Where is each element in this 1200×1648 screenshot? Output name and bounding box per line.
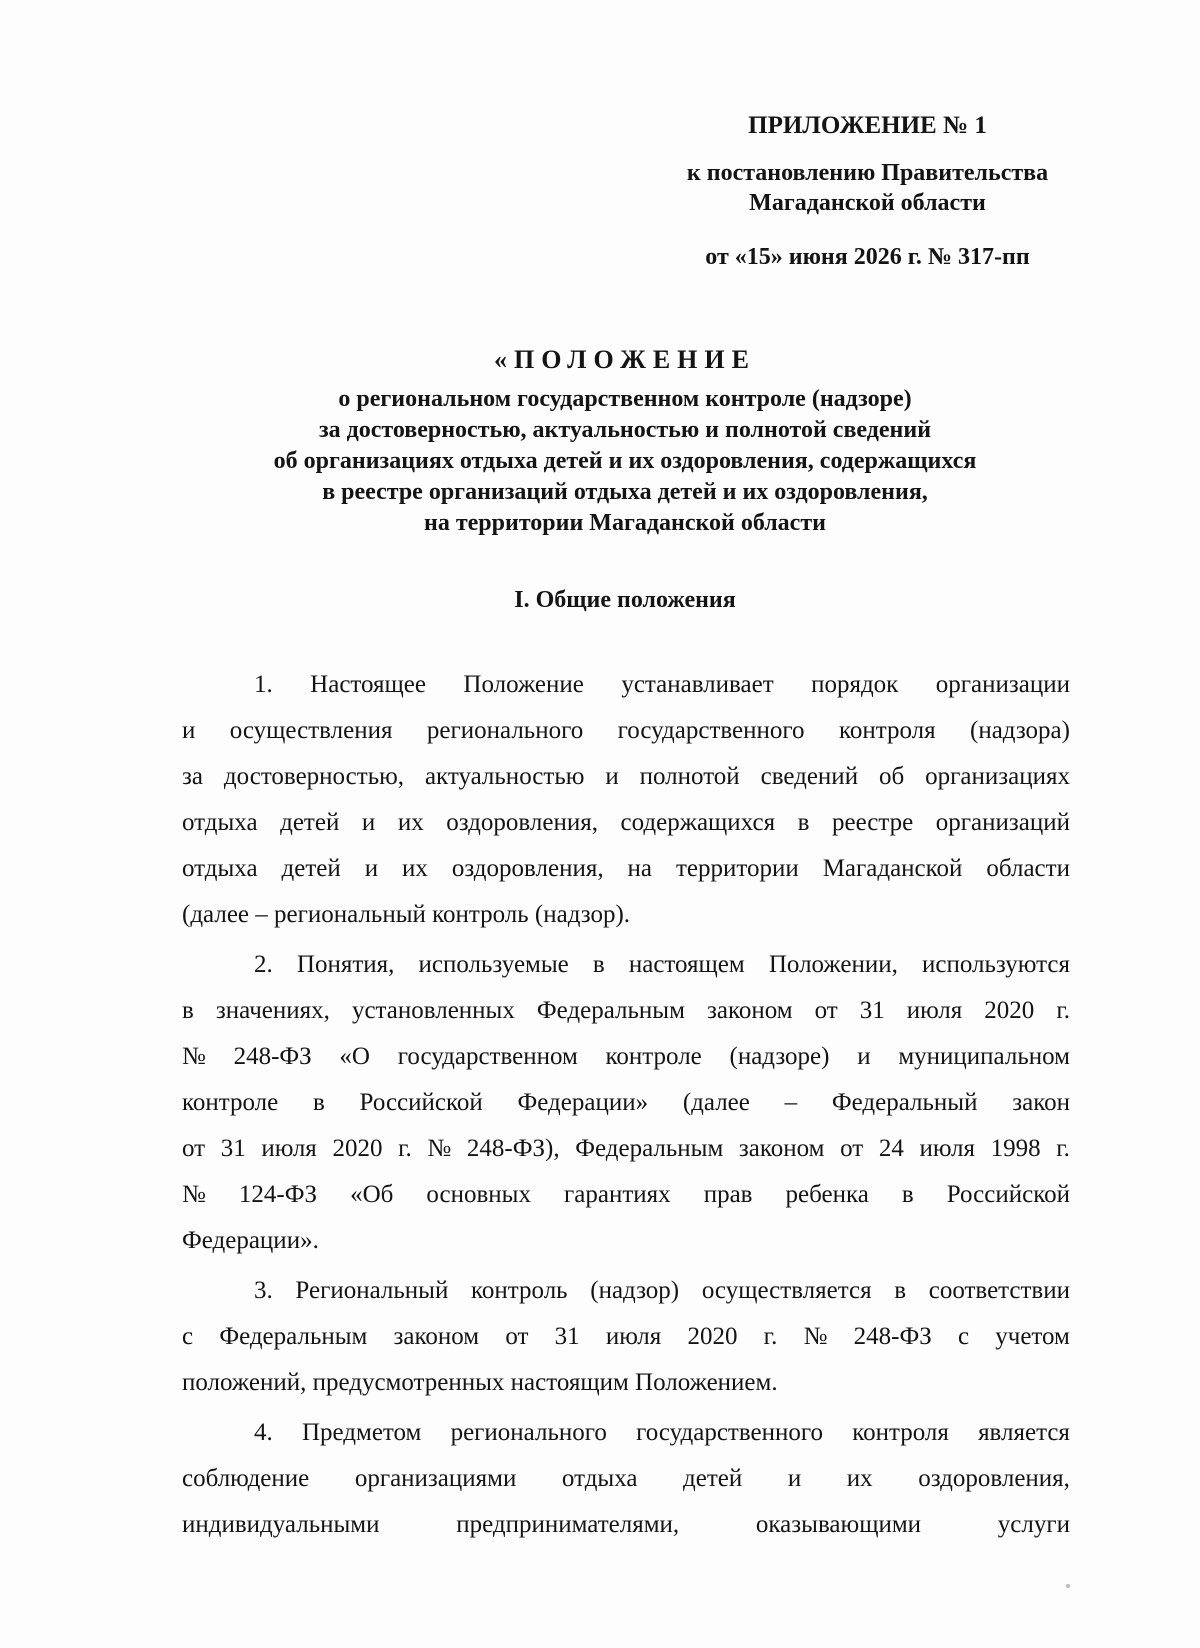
word: регионального xyxy=(450,1419,607,1446)
appendix-reference xyxy=(640,158,1095,218)
word: 31 xyxy=(859,997,885,1024)
section-heading: I. Общие положения xyxy=(514,587,736,613)
document-title: «ПОЛОЖЕНИЕ xyxy=(494,345,756,374)
word: 1998 xyxy=(990,1135,1041,1162)
word: учетом xyxy=(995,1323,1070,1350)
paragraph-1 xyxy=(182,662,1070,938)
word: соблюдение xyxy=(182,1465,310,1492)
word: (надзора) xyxy=(970,717,1070,744)
word: и xyxy=(605,763,619,790)
word: предпринимателями, xyxy=(456,1511,680,1538)
word: детей xyxy=(280,809,340,836)
text-line: (далее – региональный контроль (надзор). xyxy=(182,901,631,928)
word: соответствии xyxy=(928,1277,1070,1304)
word: в xyxy=(797,809,810,836)
word: от xyxy=(182,1135,206,1162)
paragraph-2 xyxy=(182,942,1070,1264)
word: 3. xyxy=(254,1277,273,1304)
word: настоящем xyxy=(628,951,745,978)
title-line-3: об организациях отдыха детей и их оздоровления, содержащихся xyxy=(273,448,977,474)
word: на xyxy=(627,855,653,882)
word: Положение xyxy=(463,671,584,698)
word: используются xyxy=(922,951,1070,978)
word: г. xyxy=(1056,1135,1070,1162)
word: г. xyxy=(398,1135,412,1162)
word: установленных xyxy=(351,997,515,1024)
word: индивидуальными xyxy=(182,1511,380,1538)
word: от xyxy=(505,1323,529,1350)
word: – xyxy=(784,1089,798,1116)
word: реестре xyxy=(831,809,914,836)
word: Магаданской xyxy=(822,855,963,882)
word: детей xyxy=(683,1465,743,1492)
text-line xyxy=(182,1410,1070,1456)
word: отдыха xyxy=(182,809,258,836)
word: 31 xyxy=(554,1323,580,1350)
word: в xyxy=(894,1277,907,1304)
word: 2020 xyxy=(332,1135,383,1162)
word: муниципальном xyxy=(898,1043,1070,1070)
word: 4. xyxy=(254,1419,273,1446)
text-line xyxy=(182,800,1070,846)
title-line-5: на территории Магаданской области xyxy=(424,510,826,536)
word: июля xyxy=(906,997,963,1024)
text-line xyxy=(182,988,1070,1034)
word: 31 xyxy=(220,1135,246,1162)
word: Федеральным xyxy=(575,1135,724,1162)
word: законом xyxy=(738,1135,825,1162)
text-line: положений, предусмотренных настоящим Положением. xyxy=(182,1369,778,1396)
scan-dot xyxy=(1066,1584,1070,1588)
word: 248-ФЗ xyxy=(233,1043,312,1070)
text-line: Федерации». xyxy=(182,1227,319,1254)
text-line xyxy=(182,1268,1070,1314)
word: № xyxy=(182,1181,206,1208)
appendix-date: от «15» июня 2026 г. № 317-пп xyxy=(705,244,1030,270)
word: и xyxy=(787,1465,802,1492)
word: государственном xyxy=(397,1043,578,1070)
word: Федеральный xyxy=(831,1089,978,1116)
word: ребенка xyxy=(785,1181,869,1208)
word: законом xyxy=(393,1323,480,1350)
word: 2020 xyxy=(984,997,1035,1024)
word: содержащихся xyxy=(620,809,776,836)
word: в xyxy=(182,997,194,1024)
word: и xyxy=(364,855,379,882)
appendix-number: ПРИЛОЖЕНИЕ № 1 xyxy=(748,112,987,139)
word: значениях, xyxy=(215,997,330,1024)
word: от xyxy=(814,997,838,1024)
word: оздоровления, xyxy=(918,1465,1070,1492)
title-block xyxy=(180,342,1070,539)
word: в xyxy=(901,1181,914,1208)
word: порядок xyxy=(811,671,899,698)
word: Российской xyxy=(359,1089,483,1116)
paragraph-3 xyxy=(182,1268,1070,1406)
word: организациями xyxy=(354,1465,517,1492)
word: «О xyxy=(339,1043,370,1070)
word: 2020 xyxy=(687,1323,738,1350)
word: № xyxy=(427,1135,452,1162)
word: 2. xyxy=(254,951,273,978)
word: актуальностью xyxy=(424,763,585,790)
title-line-1: о региональном государственном контроле (надзоре) xyxy=(338,386,912,412)
word: их xyxy=(846,1465,873,1492)
word: контроль xyxy=(471,1277,568,1304)
word: в xyxy=(592,951,605,978)
word: (далее xyxy=(682,1089,750,1116)
text-line xyxy=(182,1456,1070,1502)
word: 124-ФЗ xyxy=(238,1181,318,1208)
word: и xyxy=(182,717,196,744)
word: детей xyxy=(281,855,341,882)
word: оказывающими xyxy=(755,1511,922,1538)
word: с xyxy=(182,1323,194,1350)
word: используемые xyxy=(418,951,569,978)
text-line xyxy=(182,1126,1070,1172)
word: сведений xyxy=(760,763,859,790)
word: достоверностью, xyxy=(223,763,405,790)
text-line xyxy=(182,1314,1070,1360)
word: государственного xyxy=(617,717,805,744)
word: организации xyxy=(935,671,1070,698)
word: (надзор) xyxy=(590,1277,680,1304)
word: № xyxy=(182,1043,206,1070)
word: законом xyxy=(706,997,793,1024)
word: и xyxy=(361,809,376,836)
word: июля xyxy=(919,1135,975,1162)
word: организаций xyxy=(935,809,1070,836)
text-line xyxy=(182,942,1070,988)
word: организациях xyxy=(925,763,1070,790)
word: осуществляется xyxy=(701,1277,872,1304)
word: от xyxy=(840,1135,864,1162)
word: 24 xyxy=(878,1135,904,1162)
word: прав xyxy=(703,1181,753,1208)
word: Федеральным xyxy=(536,997,685,1024)
text-line xyxy=(182,846,1070,892)
text-line xyxy=(182,662,1070,708)
appendix-block xyxy=(640,110,1095,272)
word: их xyxy=(397,809,424,836)
text-line xyxy=(182,1502,1070,1548)
word: об xyxy=(878,763,905,790)
word: Настоящее xyxy=(310,671,426,698)
word: является xyxy=(978,1419,1070,1446)
word: гарантиях xyxy=(564,1181,671,1208)
word: Предметом xyxy=(301,1419,422,1446)
word: полнотой xyxy=(639,763,740,790)
word: Российской xyxy=(946,1181,1070,1208)
document-body xyxy=(182,662,1070,1552)
word: июля xyxy=(605,1323,662,1350)
word: осуществления xyxy=(229,717,393,744)
text-line xyxy=(182,754,1070,800)
word: (надзоре) xyxy=(729,1043,830,1070)
word: государственного xyxy=(636,1419,824,1446)
word: области xyxy=(986,855,1070,882)
word: контроля xyxy=(852,1419,949,1446)
word: за xyxy=(182,763,203,790)
word: контроле xyxy=(605,1043,702,1070)
text-line xyxy=(182,1034,1070,1080)
title-line-2: за достоверностью, актуальностью и полнотой сведений xyxy=(318,417,932,443)
word: Понятия, xyxy=(296,951,395,978)
word: 1. xyxy=(254,671,273,698)
word: оздоровления, xyxy=(446,809,598,836)
word: Положении, xyxy=(768,951,898,978)
word: отдыха xyxy=(182,855,258,882)
word: г. xyxy=(763,1323,778,1350)
word: Федерации» xyxy=(517,1089,649,1116)
word: устанавливает xyxy=(621,671,774,698)
title-line-4: в реестре организаций отдыха детей и их оздоровления, xyxy=(322,479,928,505)
word: с xyxy=(957,1323,970,1350)
text-line xyxy=(182,708,1070,754)
word: 248-ФЗ), xyxy=(466,1135,560,1162)
word: отдыха xyxy=(561,1465,638,1492)
word: закон xyxy=(1012,1089,1070,1116)
word: июля xyxy=(261,1135,317,1162)
word: г. xyxy=(1056,997,1070,1024)
word: контроле xyxy=(182,1089,279,1116)
text-line xyxy=(182,1080,1070,1126)
word: территории xyxy=(675,855,799,882)
word: «Об xyxy=(350,1181,394,1208)
word: Региональный xyxy=(295,1277,449,1304)
text-line xyxy=(182,1172,1070,1218)
word: услуги xyxy=(997,1511,1070,1538)
word: в xyxy=(312,1089,325,1116)
word: оздоровления, xyxy=(451,855,604,882)
word: основных xyxy=(426,1181,531,1208)
word: контроля xyxy=(838,717,936,744)
word: их xyxy=(402,855,428,882)
paragraph-4 xyxy=(182,1410,1070,1548)
word: регионального xyxy=(426,717,584,744)
word: № xyxy=(803,1323,828,1350)
appendix-reference-line-2: Магаданской области xyxy=(749,190,986,216)
word: 248-ФЗ xyxy=(853,1323,932,1350)
word: Федеральным xyxy=(219,1323,368,1350)
word: и xyxy=(857,1043,871,1070)
appendix-reference-line-1: к постановлению Правительства xyxy=(686,160,1049,186)
